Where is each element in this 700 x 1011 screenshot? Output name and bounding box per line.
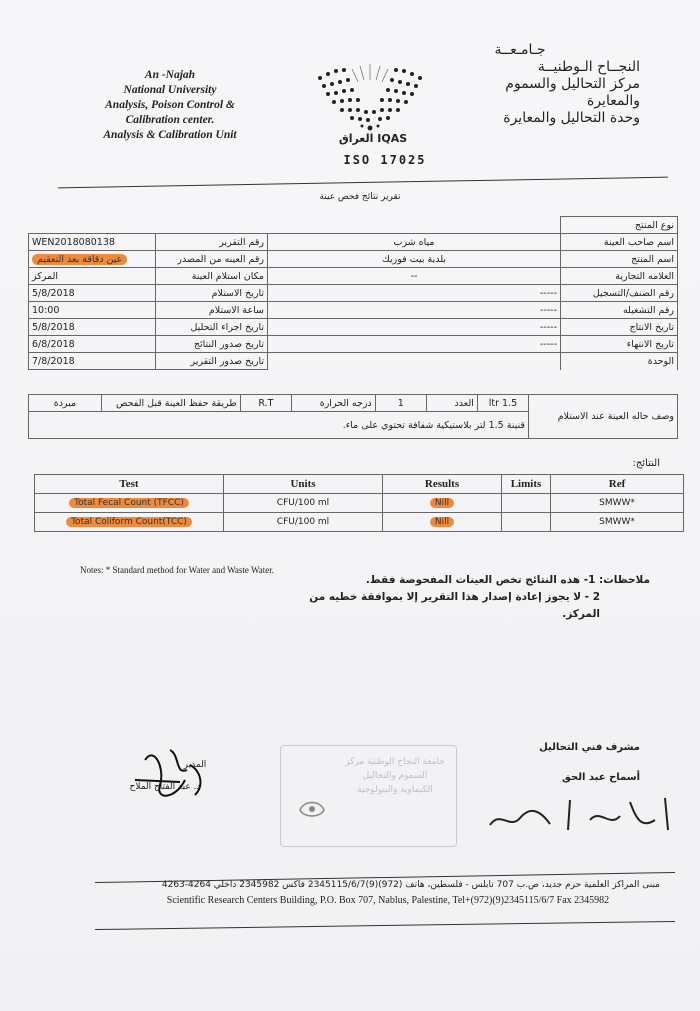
footer-english: Scientific Research Centers Building, P.O. Box 707, Nablus, Palestine, Tel+(972)(9)2345115/6/7 Fax 2345982 bbox=[166, 895, 610, 906]
receive-place-label: مكان استلام العينة bbox=[156, 268, 268, 285]
english-header bbox=[70, 68, 270, 143]
reg-no-value: ----- bbox=[268, 285, 561, 302]
col-ref: Ref bbox=[551, 475, 684, 494]
source-no-value: عين دقاقة بعد التعقيم bbox=[32, 254, 127, 265]
receive-place-value: المركز bbox=[29, 268, 156, 285]
english-header-line: An -Najah bbox=[144, 69, 196, 81]
expiry-value: ----- bbox=[268, 336, 561, 353]
notes-title: ملاحظات: bbox=[599, 574, 650, 586]
table-row bbox=[35, 494, 684, 513]
receive-time-label: ساعة الاستلام bbox=[156, 302, 268, 319]
note-2: 2 - لا يجوز إعادة إصدار هذا التقرير إلا بموافقة خطيه من المركز. bbox=[309, 591, 600, 620]
test-units: CFU/100 ml bbox=[224, 513, 383, 532]
trademark-value: -- bbox=[268, 268, 561, 285]
analysis-date-label: تاريخ اجراء التحليل bbox=[156, 319, 268, 336]
arabic-header-line: النجــاح الـوطنيــة bbox=[537, 59, 640, 75]
stamp-emblem-icon bbox=[292, 790, 332, 830]
receive-date-label: تاريخ الاستلام bbox=[156, 285, 268, 302]
test-units: CFU/100 ml bbox=[224, 494, 383, 513]
iso-label: ISO 17025 bbox=[343, 153, 427, 167]
sample-info-table bbox=[28, 216, 678, 370]
english-header-line: Analysis, Poison Control & bbox=[105, 99, 235, 111]
logo-text: العراق IQAS bbox=[338, 132, 408, 145]
prod-date-value: ----- bbox=[268, 319, 561, 336]
footer-bottom-divider bbox=[95, 921, 675, 930]
sample-conditions-table bbox=[28, 394, 678, 439]
supervisor-signature bbox=[480, 790, 680, 840]
table-row bbox=[35, 513, 684, 532]
arabic-header-line: مركز التحاليل والسموم bbox=[505, 76, 640, 92]
report-no-value: WEN2018080138 bbox=[29, 234, 156, 251]
arabic-header-line: والمعايرة bbox=[587, 93, 640, 109]
test-limits bbox=[502, 513, 551, 532]
unit-value: 1.5 ltr bbox=[477, 395, 528, 412]
owner-label: اسم صاحب العينة bbox=[561, 234, 678, 251]
header-divider bbox=[58, 177, 668, 189]
footer-arabic: مبنى المراكز العلمية حرم جديد، ص.ب 707 نابلس - فلسطين، هاتف (972)(9)2345115/6/7 فاكس 2345982 داخلي 4264-4263 bbox=[161, 880, 660, 890]
storage-value: مبردة bbox=[29, 395, 102, 412]
arabic-header-line: جـامـعــة bbox=[494, 42, 546, 58]
count-value: 1 bbox=[375, 395, 426, 412]
test-name: Total Fecal Count (TFCC) bbox=[69, 498, 189, 508]
col-test: Test bbox=[35, 475, 224, 494]
product-type-label: نوع المنتج bbox=[561, 217, 678, 234]
director-title: المدير bbox=[183, 760, 207, 770]
receive-time-value: 10:00 bbox=[29, 302, 156, 319]
english-notes: Notes: * Standard method for Water and Waste Water. bbox=[80, 565, 275, 575]
unit-label: الوحدة bbox=[561, 353, 678, 370]
test-ref: SMWW* bbox=[551, 494, 684, 513]
temp-label: درجه الحرارة bbox=[291, 395, 375, 412]
source-no-label: رقم العينه من المصدر bbox=[156, 251, 268, 268]
supervisor-name: أسماح عبد الحق bbox=[562, 772, 640, 783]
batch-value: ----- bbox=[268, 302, 561, 319]
analysis-date-value: 5/8/2018 bbox=[29, 319, 156, 336]
report-title: تقرير نتائج فحص عينة bbox=[319, 192, 401, 202]
receive-date-value: 5/8/2018 bbox=[29, 285, 156, 302]
test-result: Nill bbox=[430, 517, 454, 527]
director-signature bbox=[125, 740, 215, 810]
english-header-line: Calibration center. bbox=[125, 114, 215, 126]
product-name-value: بلدية بيت فوريك bbox=[268, 251, 561, 268]
condition-value: قنينة 1.5 لتر بلاستيكية شفافة تحتوي على ماء. bbox=[29, 412, 529, 439]
product-name-label: اسم المنتج bbox=[561, 251, 678, 268]
report-no-label: رقم التقرير bbox=[156, 234, 268, 251]
test-result: Nill bbox=[430, 498, 454, 508]
expiry-label: تاريخ الانتهاء bbox=[561, 336, 678, 353]
supervisor-title: مشرف فني التحاليل bbox=[539, 742, 640, 753]
report-date-value: 7/8/2018 bbox=[29, 353, 156, 370]
test-name: Total Coliform Count(TCC) bbox=[66, 517, 192, 527]
results-date-value: 6/8/2018 bbox=[29, 336, 156, 353]
report-date-label: تاريخ صدور التقرير bbox=[156, 353, 268, 370]
note-1: 1- هذه النتائج تخص العينات المفحوصة فقط. bbox=[365, 574, 596, 586]
english-header-line: Analysis & Calibration Unit bbox=[103, 129, 237, 141]
storage-label: طريقة حفظ العينة قبل الفحص bbox=[101, 395, 240, 412]
arabic-notes bbox=[270, 572, 650, 623]
batch-label: رقم التشغيله bbox=[561, 302, 678, 319]
col-units: Units bbox=[224, 475, 383, 494]
test-limits bbox=[502, 494, 551, 513]
trademark-label: العلامه التجارية bbox=[561, 268, 678, 285]
condition-label: وصف حاله العينة عند الاستلام bbox=[528, 395, 677, 439]
director-name: د. عبد الفتاح الملاح bbox=[129, 782, 201, 792]
count-label: العدد bbox=[426, 395, 477, 412]
col-results: Results bbox=[383, 475, 502, 494]
supervisor-block bbox=[470, 733, 640, 793]
results-date-label: تاريخ صدور النتائج bbox=[156, 336, 268, 353]
prod-date-label: تاريخ الانتاج bbox=[561, 319, 678, 336]
results-label: النتائج: bbox=[632, 458, 660, 469]
results-table bbox=[34, 474, 684, 532]
arabic-header bbox=[440, 42, 640, 127]
temp-value: R.T bbox=[240, 395, 291, 412]
stamp-text: جامعة النجاح الوطنية مركز السموم والتحاليل الكيماوية والبيولوجية bbox=[345, 757, 445, 795]
reg-no-label: رقم الصنف/التسجيل bbox=[561, 285, 678, 302]
test-ref: SMWW* bbox=[551, 513, 684, 532]
owner-value: مياه شرب bbox=[268, 234, 561, 251]
arabic-header-line: وحدة التحاليل والمعايرة bbox=[503, 110, 640, 126]
col-limits: Limits bbox=[502, 475, 551, 494]
english-header-line: National University bbox=[123, 84, 217, 96]
